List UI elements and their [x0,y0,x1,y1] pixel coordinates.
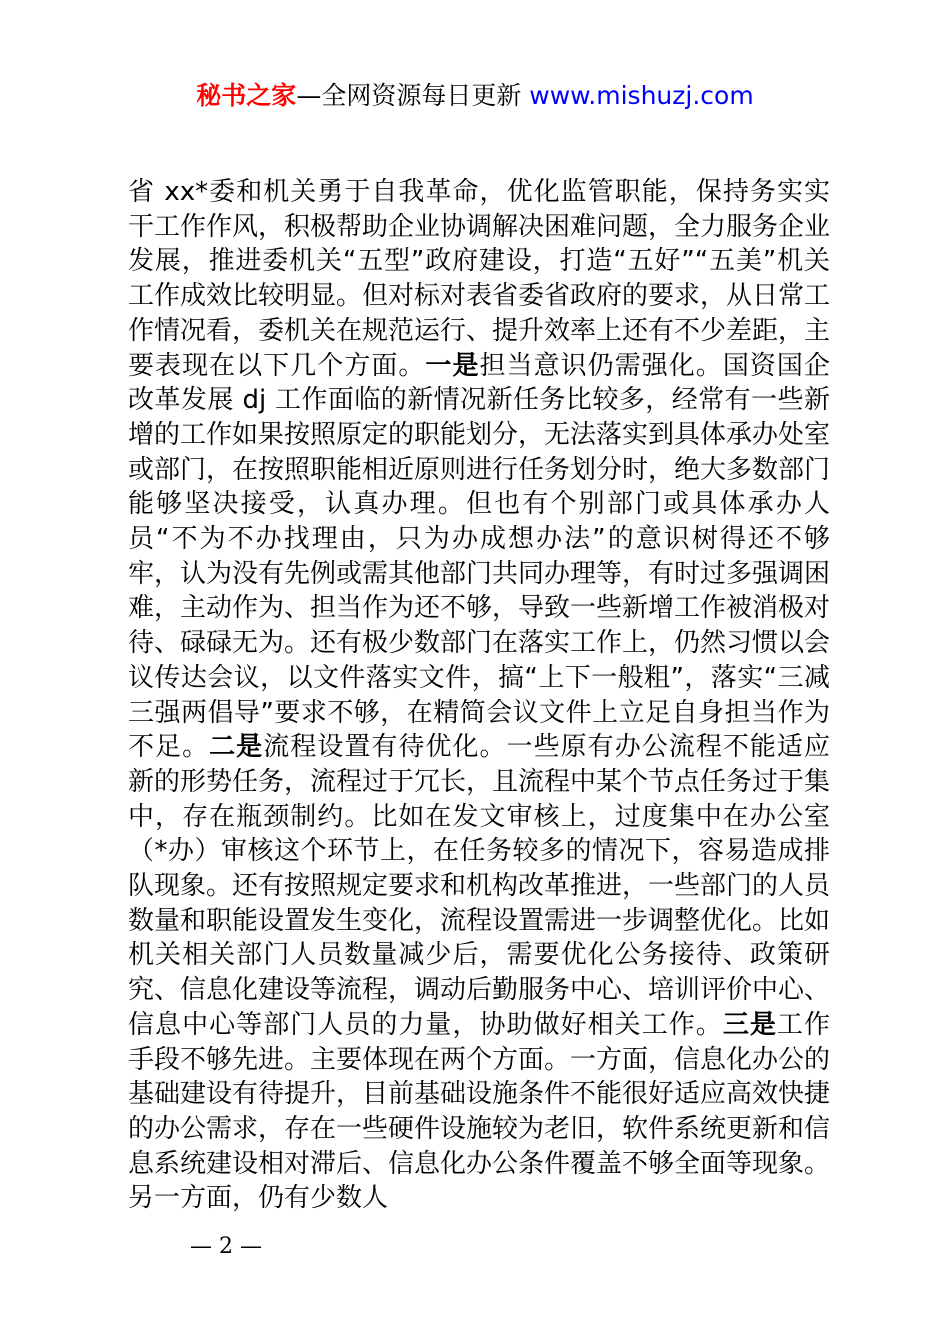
banner-slogan: —全网资源每日更新 [296,81,530,110]
site-banner [0,80,950,112]
body-text-segment: 流程设置有待优化。一些原有办公流程不能适应新的形势任务，流程过于冗长，且流程中某个节点任务过于集中，存在瓶颈制约。比如在发文审核上，过度集中在办公室（*办）审核这个环节上，在任务较多的情况下，容易造成排队现象。还有按照规定要求和机构改革推进，一些部门的人员数量和职能设置发生变化，流程设置需进一步调整优化。比如机关相关部门人员数量减少后，需要优化公务接待、政策研究、信息化建设等流程，调动后勤服务中心、培训评价中心、信息中心等部门人员的力量，协助做好相关工作。 [128,732,831,1040]
point-one-marker: 一是 [425,350,480,381]
point-two-marker: 二是 [209,732,264,763]
brand-name: 秘书之家 [196,81,297,110]
point-three-marker: 三是 [722,1009,777,1040]
document-body [128,175,830,1216]
site-url-link[interactable]: www.mishuzj.com [529,81,754,110]
body-text-segment: 省 xx*委和机关勇于自我革命，优化监管职能，保持务实实干工作作风，积极帮助企业协调解决困难问题，全力服务企业发展，推进委机关“五型”政府建设，打造“五好”“五美”机关工作成效比较明显。但对标对表省委省政府的要求，从日常工作情况看，委机关在规范运行、提升效率上还有不少差距，主要表现在以下几个方面。 [128,177,831,381]
body-text-segment: 工作手段不够先进。主要体现在两个方面。一方面，信息化办公的基础建设有待提升，目前基础设施条件不能很好适应高效快捷的办公需求，存在一些硬件设施较为老旧，软件系统更新和信息系统建设相对滞后、信息化办公条件覆盖不够全面等现象。另一方面，仍有少数人 [128,1009,831,1214]
body-text-segment: 担当意识仍需强化。国资国企改革发展 dj 工作面临的新情况新任务比较多，经常有一些新增的工作如果按照原定的职能划分，无法落实到具体承办处室或部门，在按照职能相近原则进行任务划分时，绝大多数部门能够坚决接受，认真办理。但也有个别部门或具体承办人员“不为不办找理由，只为办成想办法”的意识树得还不够牢，认为没有先例或需其他部门共同办理等，有时过多强调困难，主动作为、担当作为还不够，导致一些新增工作被消极对待、碌碌无为。还有极少数部门在落实工作上，仍然习惯以会议传达会议，以文件落实文件，搞“上下一般粗”，落实“三减三强两倡导”要求不够，在精简会议文件上立足自身担当作为不足。 [128,350,831,763]
page-number: — 2 — [190,1234,262,1259]
